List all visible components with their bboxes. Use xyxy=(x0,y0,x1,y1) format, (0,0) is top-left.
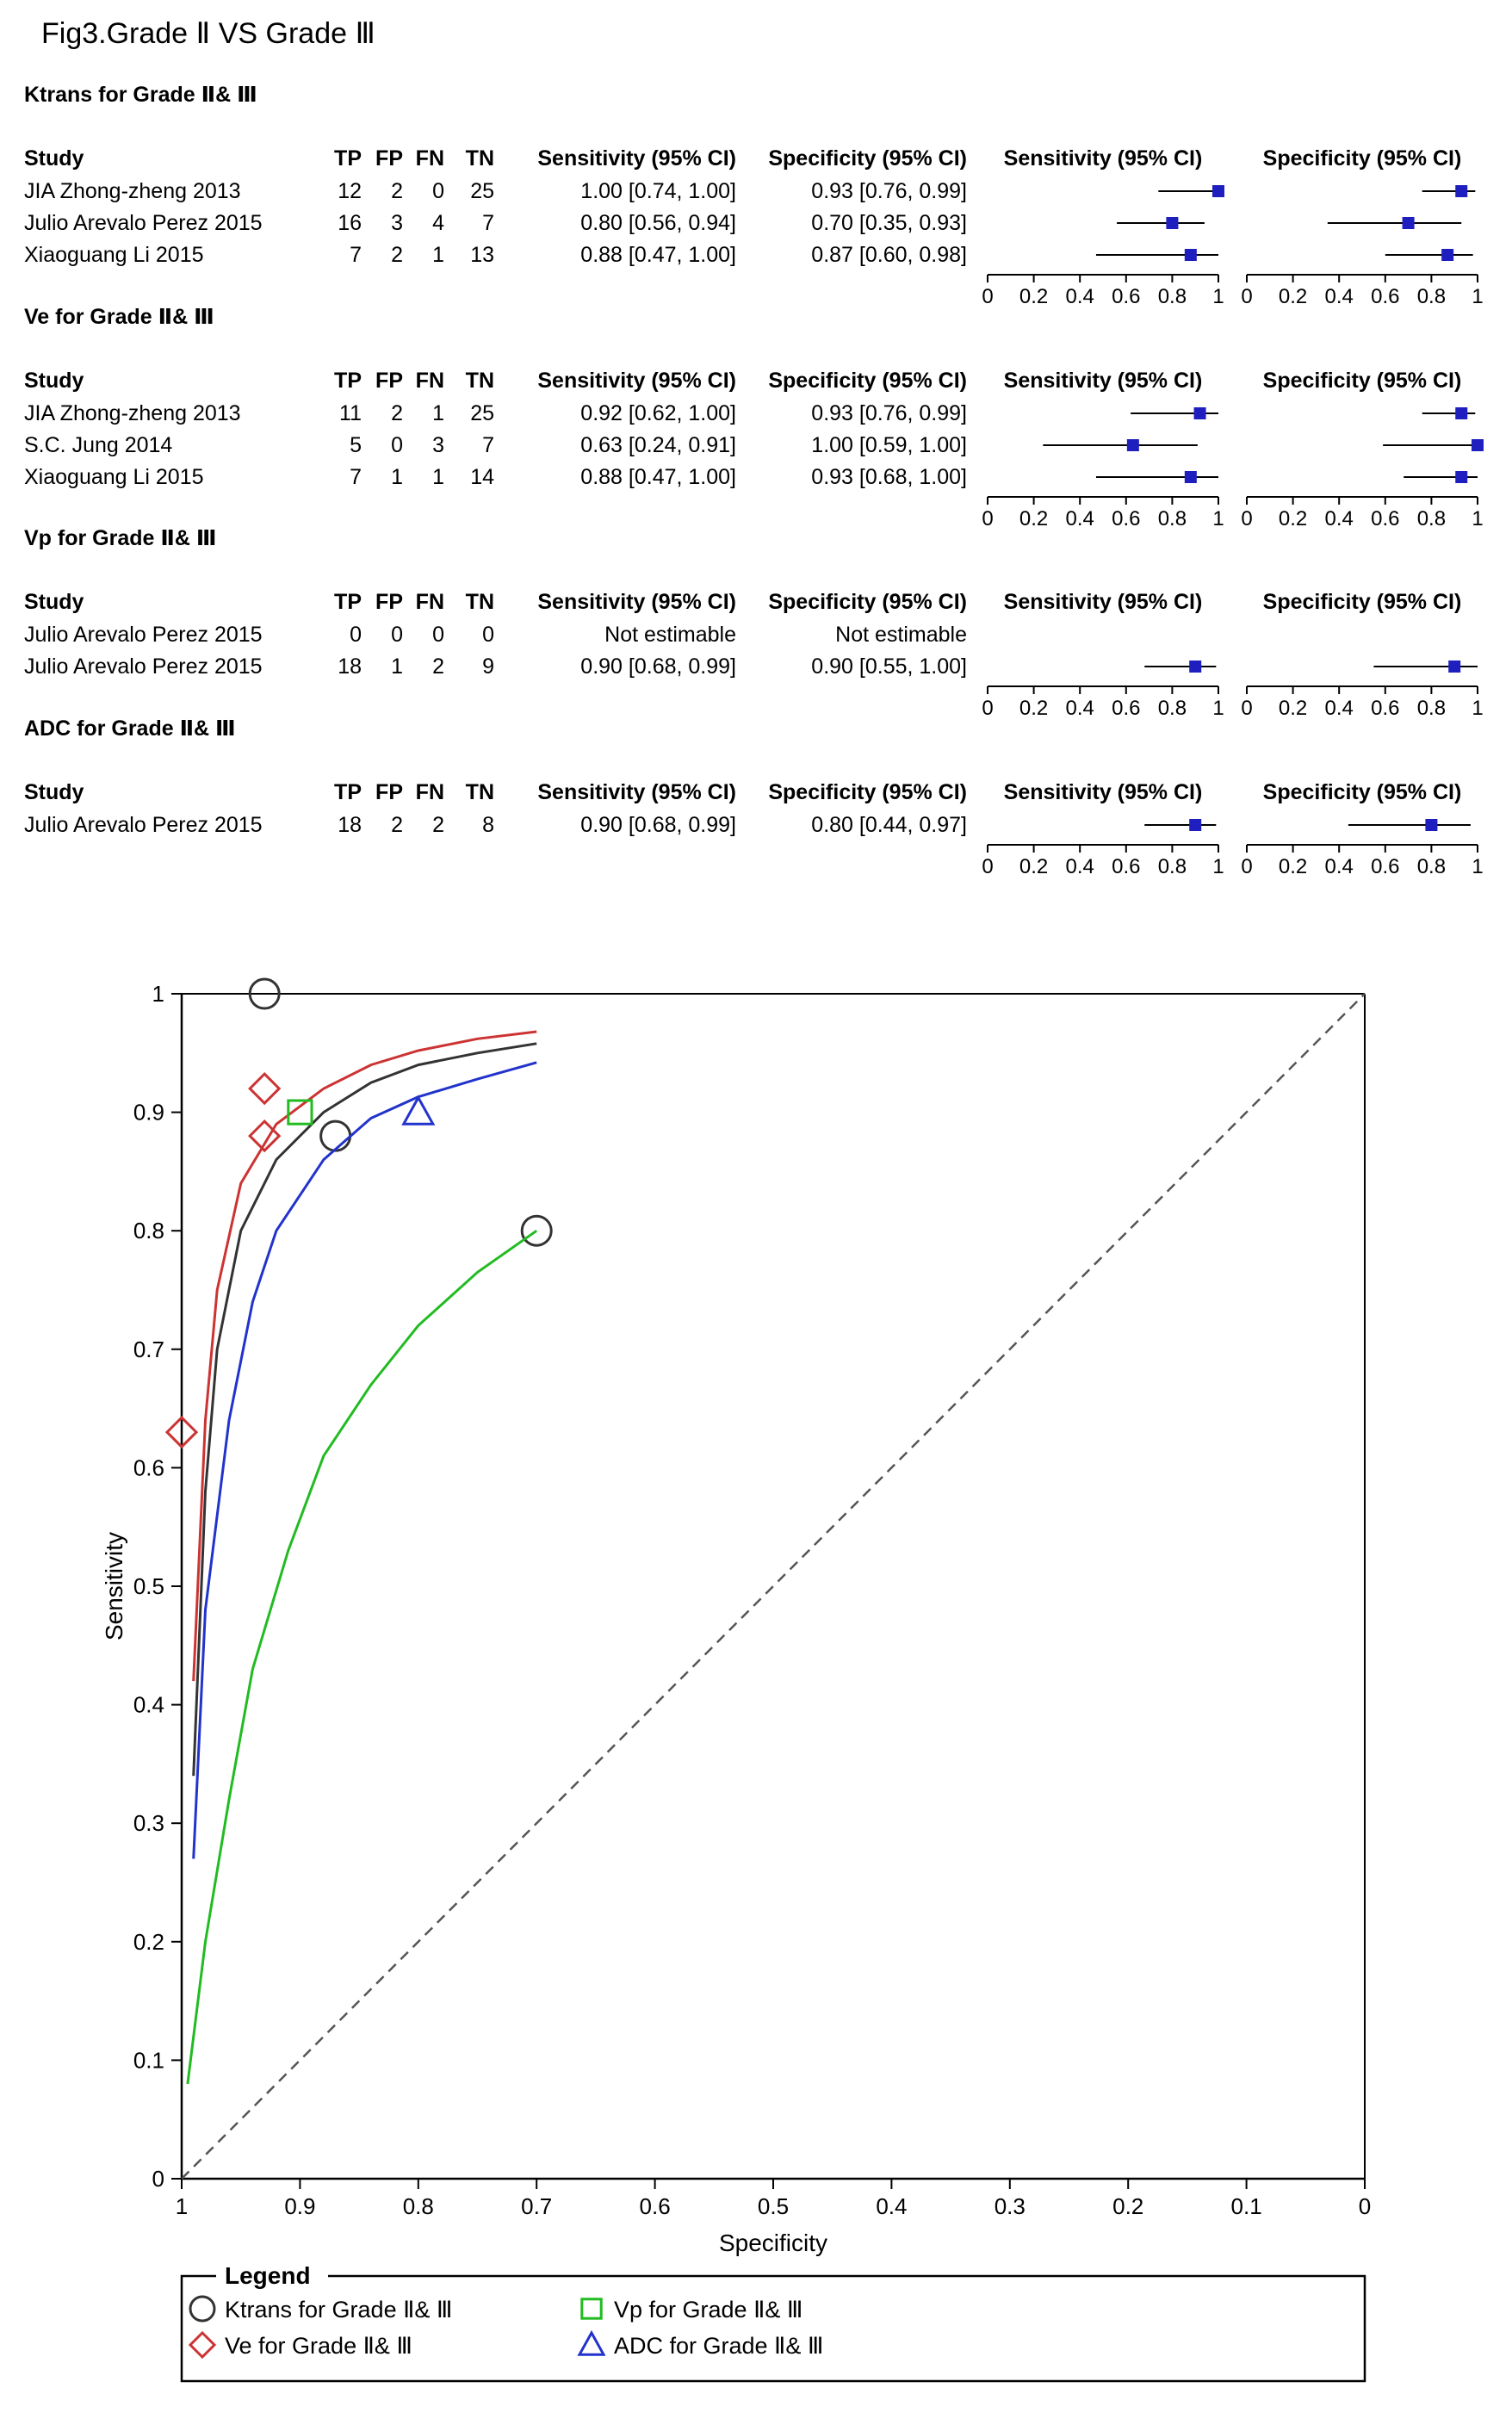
forest-section-title: ADC for Grade Ⅱ& Ⅲ xyxy=(24,716,236,741)
forest-row-study: Julio Arevalo Perez 2015 xyxy=(24,623,263,647)
forest-axis-tick-label: 0.2 xyxy=(1019,697,1049,720)
forest-row-fp: 1 xyxy=(391,654,403,679)
forest-row-fn: 0 xyxy=(432,623,444,647)
legend-marker xyxy=(579,2333,604,2354)
forest-row-tp: 5 xyxy=(350,433,362,457)
forest-section xyxy=(24,526,1484,720)
forest-header-study: Study xyxy=(24,590,84,614)
forest-row-specificity: 0.70 [0.35, 0.93] xyxy=(811,211,967,235)
forest-row-fp: 2 xyxy=(391,179,403,203)
sroc-curve xyxy=(188,1231,536,2084)
forest-row-tn: 9 xyxy=(482,654,494,679)
forest-axis-tick-label: 0 xyxy=(1241,855,1253,878)
series-group xyxy=(167,1032,536,1681)
forest-row-study: JIA Zhong-zheng 2013 xyxy=(24,179,241,203)
sroc-curve xyxy=(194,1063,537,1859)
forest-axis-tick-label: 1 xyxy=(1212,855,1224,878)
forest-axis-tick-label: 0.4 xyxy=(1065,855,1094,878)
forest-header-fn: FN xyxy=(415,590,444,614)
forest-axis-tick-label: 0 xyxy=(982,285,994,308)
y-tick-label: 0.6 xyxy=(133,1454,164,1481)
forest-row-specificity: 0.80 [0.44, 0.97] xyxy=(811,813,967,837)
forest-row-fn: 1 xyxy=(432,401,444,425)
forest-row-specificity: Not estimable xyxy=(835,623,967,647)
forest-row-study: Xiaoguang Li 2015 xyxy=(24,465,204,489)
forest-row-study: Xiaoguang Li 2015 xyxy=(24,243,204,267)
x-tick-label: 1 xyxy=(175,2193,189,2219)
forest-axis-tick-label: 0.8 xyxy=(1157,285,1187,308)
forest-row-tn: 25 xyxy=(470,179,494,203)
legend-label: ADC for Grade Ⅱ& Ⅲ xyxy=(614,2333,824,2359)
forest-row-fn: 2 xyxy=(432,654,444,679)
forest-row-sensitivity: 0.92 [0.62, 1.00] xyxy=(580,401,736,425)
forest-axis-tick-label: 0.8 xyxy=(1416,507,1447,530)
forest-point-estimate xyxy=(1212,185,1224,197)
forest-row-fp: 3 xyxy=(391,211,403,235)
forest-header-sensitivity-ci: Sensitivity (95% CI) xyxy=(537,369,736,393)
forest-axis-tick-label: 0.6 xyxy=(1371,507,1400,530)
y-tick-label: 0.1 xyxy=(133,2047,164,2074)
forest-point-estimate xyxy=(1403,217,1415,229)
forest-row-tn: 25 xyxy=(470,401,494,425)
forest-axis-tick-label: 1 xyxy=(1212,285,1224,308)
forest-header-tn: TN xyxy=(465,369,494,393)
x-tick-label: 0.8 xyxy=(402,2193,434,2219)
forest-axis-tick-label: 0.4 xyxy=(1324,507,1354,530)
forest-header-tp: TP xyxy=(334,780,362,804)
forest-axis-tick-label: 0.4 xyxy=(1065,697,1094,720)
forest-axis-tick-label: 0.8 xyxy=(1157,855,1187,878)
y-tick-label: 0.7 xyxy=(133,1336,164,1362)
forest-row-fn: 1 xyxy=(432,465,444,489)
forest-axis-tick-label: 0.2 xyxy=(1278,285,1308,308)
forest-point-estimate xyxy=(1189,661,1201,673)
forest-row-sensitivity: 0.88 [0.47, 1.00] xyxy=(580,465,736,489)
x-tick-label: 0.7 xyxy=(521,2193,553,2219)
forest-row-tp: 0 xyxy=(350,623,362,647)
forest-row-sensitivity: 0.63 [0.24, 0.91] xyxy=(580,433,736,457)
sroc-chart xyxy=(101,979,1371,2381)
forest-axis-tick-label: 1 xyxy=(1472,285,1484,308)
forest-header-study: Study xyxy=(24,146,84,171)
forest-axis-tick-label: 0.6 xyxy=(1112,507,1141,530)
y-tick-label: 0.2 xyxy=(133,1928,164,1955)
forest-row-tn: 8 xyxy=(482,813,494,837)
forest-axis-tick-label: 0.8 xyxy=(1416,855,1447,878)
forest-header-specificity-plot: Specificity (95% CI) xyxy=(1262,780,1462,804)
forest-row-specificity: 0.87 [0.60, 0.98] xyxy=(811,243,967,267)
forest-row-study: JIA Zhong-zheng 2013 xyxy=(24,401,241,425)
legend-marker xyxy=(582,2299,601,2318)
forest-axis-tick-label: 1 xyxy=(1472,697,1484,720)
x-tick-label: 0.1 xyxy=(1230,2193,1262,2219)
forest-point-estimate xyxy=(1441,249,1453,261)
forest-row-sensitivity: 0.80 [0.56, 0.94] xyxy=(580,211,736,235)
x-tick-label: 0.5 xyxy=(757,2193,790,2219)
forest-axis-tick-label: 0 xyxy=(1241,697,1253,720)
x-tick-label: 0.3 xyxy=(994,2193,1026,2219)
forest-row-specificity: 0.93 [0.76, 0.99] xyxy=(811,401,967,425)
x-axis-label: Specificity xyxy=(718,2230,828,2256)
forest-axis-tick-label: 0.4 xyxy=(1324,855,1354,878)
forest-axis-tick-label: 0.2 xyxy=(1278,697,1308,720)
forest-axis-tick-label: 0 xyxy=(982,697,994,720)
y-tick-label: 0.3 xyxy=(133,1810,164,1837)
forest-axis-tick-label: 0.2 xyxy=(1019,507,1049,530)
forest-row-tn: 7 xyxy=(482,211,494,235)
forest-axis-tick-label: 1 xyxy=(1212,697,1224,720)
forest-axis-tick-label: 0.6 xyxy=(1112,697,1141,720)
forest-axis-tick-label: 0.2 xyxy=(1278,507,1308,530)
forest-header-fn: FN xyxy=(415,780,444,804)
forest-row-sensitivity: Not estimable xyxy=(604,623,736,647)
forest-section-title: Ve for Grade Ⅱ& Ⅲ xyxy=(24,305,214,329)
series-group xyxy=(194,979,552,1776)
forest-row-specificity: 0.93 [0.76, 0.99] xyxy=(811,179,967,203)
forest-row-fn: 3 xyxy=(432,433,444,457)
forest-header-sensitivity-plot: Sensitivity (95% CI) xyxy=(1003,369,1203,393)
forest-header-sensitivity-plot: Sensitivity (95% CI) xyxy=(1003,780,1203,804)
legend xyxy=(182,2257,1365,2381)
forest-header-fn: FN xyxy=(415,146,444,171)
forest-header-fp: FP xyxy=(375,369,403,393)
forest-row-tp: 16 xyxy=(338,211,362,235)
forest-point-estimate xyxy=(1455,471,1467,483)
forest-header-specificity-ci: Specificity (95% CI) xyxy=(768,146,967,171)
forest-header-fn: FN xyxy=(415,369,444,393)
forest-point-estimate xyxy=(1472,439,1484,451)
forest-header-tp: TP xyxy=(334,590,362,614)
forest-section xyxy=(24,305,1484,530)
reference-diagonal xyxy=(182,994,1365,2179)
forest-point-estimate xyxy=(1448,661,1460,673)
forest-row-tp: 7 xyxy=(350,465,362,489)
legend-marker xyxy=(190,2333,214,2357)
forest-header-specificity-plot: Specificity (95% CI) xyxy=(1262,590,1462,614)
forest-row-tn: 0 xyxy=(482,623,494,647)
forest-header-tp: TP xyxy=(334,369,362,393)
forest-axis-tick-label: 0.2 xyxy=(1019,285,1049,308)
y-tick-label: 1 xyxy=(152,981,164,1007)
legend-label: Vp for Grade Ⅱ& Ⅲ xyxy=(614,2297,803,2323)
forest-header-tn: TN xyxy=(465,590,494,614)
forest-row-tp: 7 xyxy=(350,243,362,267)
forest-axis-tick-label: 1 xyxy=(1212,507,1224,530)
forest-row-tp: 18 xyxy=(338,813,362,837)
study-point xyxy=(250,1074,279,1103)
forest-header-tn: TN xyxy=(465,146,494,171)
forest-row-fp: 1 xyxy=(391,465,403,489)
sroc-curve xyxy=(194,1032,537,1681)
legend-marker xyxy=(190,2297,214,2321)
forest-axis-tick-label: 0.6 xyxy=(1371,855,1400,878)
forest-point-estimate xyxy=(1455,185,1467,197)
figure-title: Fig3.Grade Ⅱ VS Grade Ⅲ xyxy=(41,17,375,50)
legend-box xyxy=(182,2276,1365,2381)
forest-row-study: Julio Arevalo Perez 2015 xyxy=(24,211,263,235)
forest-point-estimate xyxy=(1194,407,1206,419)
forest-axis-tick-label: 1 xyxy=(1472,855,1484,878)
forest-row-fp: 0 xyxy=(391,623,403,647)
y-tick-label: 0.4 xyxy=(133,1691,164,1718)
forest-row-fp: 2 xyxy=(391,401,403,425)
forest-section-title: Vp for Grade Ⅱ& Ⅲ xyxy=(24,526,217,550)
y-tick-label: 0.5 xyxy=(133,1573,164,1599)
forest-header-specificity-plot: Specificity (95% CI) xyxy=(1262,146,1462,171)
forest-row-fn: 0 xyxy=(432,179,444,203)
forest-row-sensitivity: 0.90 [0.68, 0.99] xyxy=(580,654,736,679)
forest-row-study: Julio Arevalo Perez 2015 xyxy=(24,654,263,679)
forest-header-fp: FP xyxy=(375,590,403,614)
forest-row-specificity: 0.90 [0.55, 1.00] xyxy=(811,654,967,679)
forest-header-tn: TN xyxy=(465,780,494,804)
forest-row-sensitivity: 1.00 [0.74, 1.00] xyxy=(580,179,736,203)
forest-header-specificity-ci: Specificity (95% CI) xyxy=(768,369,967,393)
forest-row-fn: 2 xyxy=(432,813,444,837)
forest-plots xyxy=(24,83,1484,878)
forest-header-specificity-plot: Specificity (95% CI) xyxy=(1262,369,1462,393)
forest-axis-tick-label: 0.4 xyxy=(1065,507,1094,530)
forest-point-estimate xyxy=(1185,471,1197,483)
forest-row-specificity: 0.93 [0.68, 1.00] xyxy=(811,465,967,489)
forest-row-tn: 7 xyxy=(482,433,494,457)
forest-header-tp: TP xyxy=(334,146,362,171)
forest-axis-tick-label: 0.4 xyxy=(1324,697,1354,720)
forest-row-study: S.C. Jung 2014 xyxy=(24,433,173,457)
series-group xyxy=(194,1063,537,1859)
forest-header-sensitivity-ci: Sensitivity (95% CI) xyxy=(537,780,736,804)
legend-title: Legend xyxy=(225,2262,311,2289)
forest-axis-tick-label: 0.6 xyxy=(1112,285,1141,308)
study-point xyxy=(321,1121,350,1150)
forest-row-tp: 12 xyxy=(338,179,362,203)
series-group xyxy=(188,1101,536,2084)
forest-row-fp: 2 xyxy=(391,243,403,267)
forest-axis-tick-label: 1 xyxy=(1472,507,1484,530)
y-tick-label: 0.9 xyxy=(133,1099,164,1126)
forest-header-study: Study xyxy=(24,369,84,393)
y-axis-label: Sensitivity xyxy=(101,1531,127,1641)
y-tick-label: 0.8 xyxy=(133,1218,164,1244)
forest-axis-tick-label: 0.8 xyxy=(1416,697,1447,720)
forest-point-estimate xyxy=(1127,439,1139,451)
x-tick-label: 0.6 xyxy=(639,2193,671,2219)
forest-axis-tick-label: 0 xyxy=(982,507,994,530)
forest-row-tp: 18 xyxy=(338,654,362,679)
forest-row-specificity: 1.00 [0.59, 1.00] xyxy=(811,433,967,457)
forest-row-tp: 11 xyxy=(339,401,362,425)
forest-axis-tick-label: 0.6 xyxy=(1371,285,1400,308)
forest-header-sensitivity-plot: Sensitivity (95% CI) xyxy=(1003,146,1203,171)
forest-header-specificity-ci: Specificity (95% CI) xyxy=(768,590,967,614)
forest-row-fp: 2 xyxy=(391,813,403,837)
forest-section xyxy=(24,83,1484,308)
forest-header-fp: FP xyxy=(375,146,403,171)
forest-row-tn: 13 xyxy=(470,243,494,267)
forest-header-sensitivity-plot: Sensitivity (95% CI) xyxy=(1003,590,1203,614)
forest-axis-tick-label: 0.4 xyxy=(1065,285,1094,308)
forest-header-study: Study xyxy=(24,780,84,804)
forest-point-estimate xyxy=(1189,819,1201,831)
forest-header-specificity-ci: Specificity (95% CI) xyxy=(768,780,967,804)
legend-label: Ktrans for Grade Ⅱ& Ⅲ xyxy=(225,2297,453,2323)
forest-point-estimate xyxy=(1425,819,1437,831)
forest-row-sensitivity: 0.90 [0.68, 0.99] xyxy=(580,813,736,837)
y-tick-label: 0 xyxy=(152,2166,164,2192)
forest-header-fp: FP xyxy=(375,780,403,804)
forest-row-tn: 14 xyxy=(470,465,494,489)
forest-axis-tick-label: 0.8 xyxy=(1157,697,1187,720)
forest-row-fn: 4 xyxy=(432,211,444,235)
forest-axis-tick-label: 0.2 xyxy=(1278,855,1308,878)
forest-header-sensitivity-ci: Sensitivity (95% CI) xyxy=(537,590,736,614)
forest-axis-tick-label: 0 xyxy=(982,855,994,878)
forest-axis-tick-label: 0 xyxy=(1241,507,1253,530)
forest-axis-tick-label: 0.6 xyxy=(1371,697,1400,720)
forest-row-fn: 1 xyxy=(432,243,444,267)
x-tick-label: 0 xyxy=(1358,2193,1372,2219)
forest-axis-tick-label: 0.4 xyxy=(1324,285,1354,308)
forest-axis-tick-label: 0.8 xyxy=(1416,285,1447,308)
forest-point-estimate xyxy=(1185,249,1197,261)
forest-row-fp: 0 xyxy=(391,433,403,457)
forest-point-estimate xyxy=(1166,217,1178,229)
forest-axis-tick-label: 0.2 xyxy=(1019,855,1049,878)
forest-section-title: Ktrans for Grade Ⅱ& Ⅲ xyxy=(24,83,257,107)
forest-point-estimate xyxy=(1455,407,1467,419)
forest-row-sensitivity: 0.88 [0.47, 1.00] xyxy=(580,243,736,267)
x-tick-label: 0.2 xyxy=(1112,2193,1144,2219)
forest-axis-tick-label: 0.6 xyxy=(1112,855,1141,878)
sroc-curve xyxy=(194,1044,537,1776)
forest-section xyxy=(24,716,1484,878)
x-tick-label: 0.4 xyxy=(876,2193,908,2219)
forest-header-sensitivity-ci: Sensitivity (95% CI) xyxy=(537,146,736,171)
forest-axis-tick-label: 0.8 xyxy=(1157,507,1187,530)
forest-axis-tick-label: 0 xyxy=(1241,285,1253,308)
forest-row-study: Julio Arevalo Perez 2015 xyxy=(24,813,263,837)
legend-label: Ve for Grade Ⅱ& Ⅲ xyxy=(225,2333,413,2359)
x-tick-label: 0.9 xyxy=(284,2193,316,2219)
